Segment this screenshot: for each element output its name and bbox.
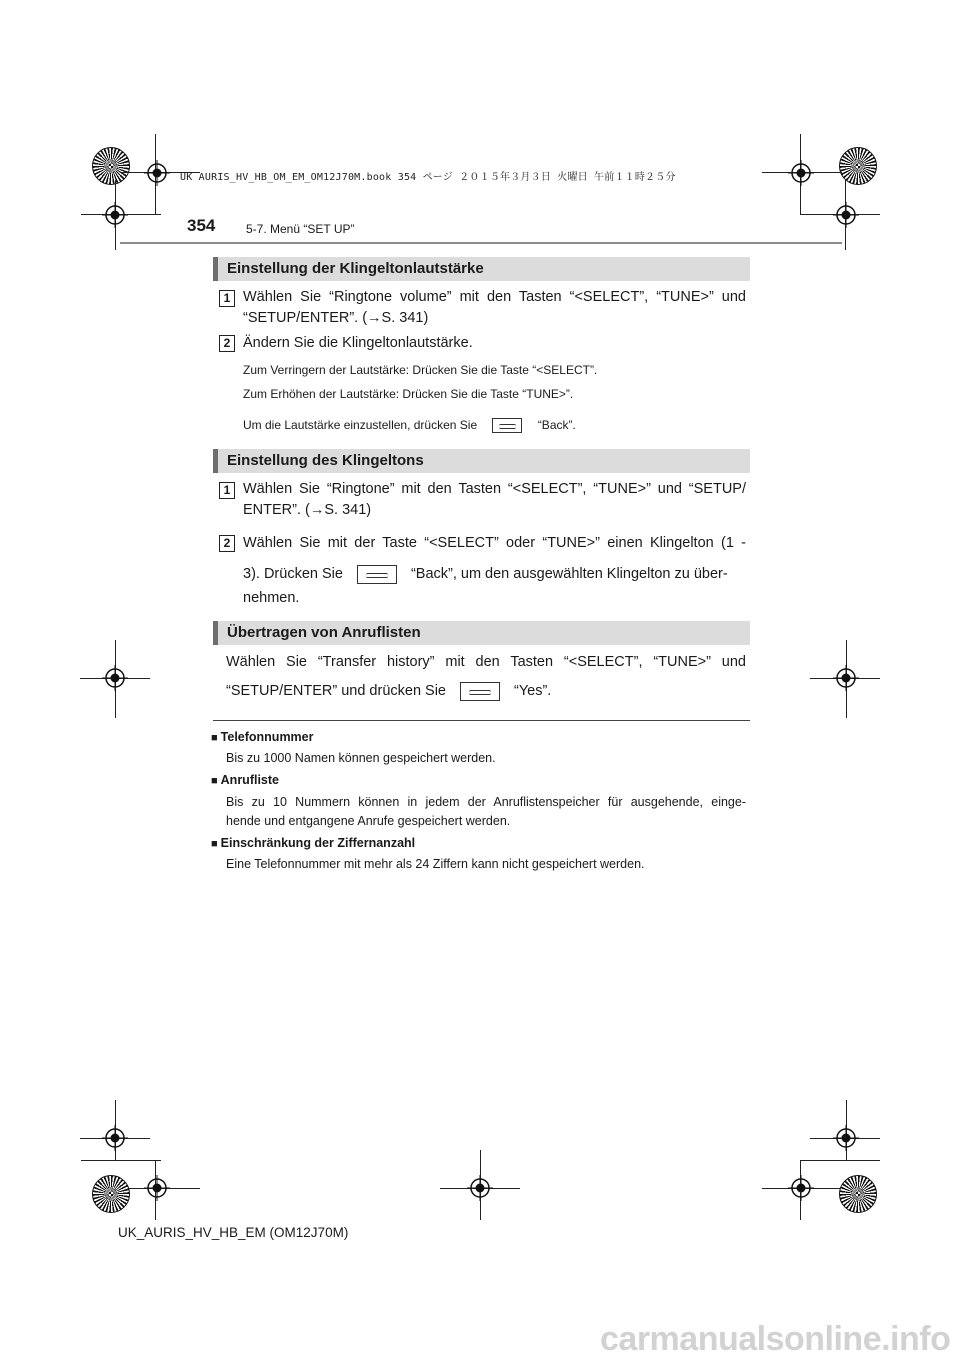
back-button-icon xyxy=(492,418,522,433)
registration-target-icon xyxy=(102,665,128,691)
note-body: Bis zu 10 Nummern können in jedem der Anruflistenspeicher für ausgehende, einge- xyxy=(226,795,746,809)
registration-wheel-icon xyxy=(839,1175,877,1213)
note-title-telefonnummer: ■ Telefonnummer xyxy=(211,730,314,744)
section-heading-transfer-history: Übertragen von Anruflisten xyxy=(213,621,750,645)
registration-target-icon xyxy=(833,202,859,228)
print-marker: UK AURIS_HV_HB_OM_EM_OM12J70M.book 354 ページ ２０１５年３月３日 火曜日 午前１１時２５分 xyxy=(180,172,676,183)
registration-target-icon xyxy=(102,202,128,228)
watermark: carmanualsonline.info xyxy=(600,1320,951,1358)
page-number: 354 xyxy=(187,216,216,235)
registration-target-icon xyxy=(833,1125,859,1151)
step-text: nehmen. xyxy=(243,590,300,606)
step-text: 3). Drücken Sie “Back”, um den ausgewählten Klingelton zu über- xyxy=(243,566,728,582)
registration-target-icon xyxy=(467,1175,493,1201)
sub-note: Zum Erhöhen der Lautstärke: Drücken Sie die Taste “TUNE>”. xyxy=(243,387,574,401)
note-body: hende und entgangene Anrufe gespeichert werden. xyxy=(226,814,511,828)
step-text: “SETUP/ENTER”. (→S. 341) xyxy=(243,310,429,326)
step-text: Ändern Sie die Klingeltonlautstärke. xyxy=(243,335,473,351)
registration-target-icon xyxy=(144,1175,170,1201)
registration-target-icon xyxy=(102,1125,128,1151)
note-title-ziffernanzahl: ■ Einschränkung der Ziffernanzahl xyxy=(211,836,415,850)
yes-button-icon xyxy=(460,682,500,701)
step-number: 2 xyxy=(219,535,235,552)
paragraph-text: Wählen Sie “Transfer history” mit den Tasten “<SELECT”, “TUNE>” und xyxy=(226,654,746,670)
back-note: Um die Lautstärke einzustellen, drücken Sie “Back”. xyxy=(243,418,576,432)
step-number: 2 xyxy=(219,335,235,352)
step-number: 1 xyxy=(219,482,235,499)
note-body: Eine Telefonnummer mit mehr als 24 Ziffern kann nicht gespeichert werden. xyxy=(226,857,645,871)
section-reference: 5-7. Menü “SET UP” xyxy=(246,222,355,236)
step-text: Wählen Sie “Ringtone volume” mit den Tasten “<SELECT”, “TUNE>” und xyxy=(243,289,746,305)
note-body: Bis zu 1000 Namen können gespeichert werden. xyxy=(226,751,496,765)
footer-model-code: UK_AURIS_HV_HB_EM (OM12J70M) xyxy=(118,1225,349,1240)
header-rule xyxy=(120,242,842,244)
registration-wheel-icon xyxy=(92,147,130,185)
sub-note: Zum Verringern der Lautstärke: Drücken Sie die Taste “<SELECT”. xyxy=(243,363,598,377)
step-number: 1 xyxy=(219,290,235,307)
registration-wheel-icon xyxy=(92,1175,130,1213)
notes-rule xyxy=(213,720,750,721)
paragraph-text: “SETUP/ENTER” und drücken Sie “Yes”. xyxy=(226,683,552,699)
registration-target-icon xyxy=(144,160,170,186)
step-text: Wählen Sie mit der Taste “<SELECT” oder “TUNE>” einen Klingelton (1 - xyxy=(243,535,746,551)
note-title-anrufliste: ■ Anrufliste xyxy=(211,773,279,787)
registration-target-icon xyxy=(833,665,859,691)
section-heading-ringtone-volume: Einstellung der Klingeltonlautstärke xyxy=(213,257,750,281)
section-heading-ringtone: Einstellung des Klingeltons xyxy=(213,449,750,473)
step-text: Wählen Sie “Ringtone” mit den Tasten “<SELECT”, “TUNE>” und “SETUP/ xyxy=(243,481,746,497)
registration-target-icon xyxy=(788,160,814,186)
back-button-icon xyxy=(357,565,397,584)
step-text: ENTER”. (→S. 341) xyxy=(243,502,372,518)
registration-target-icon xyxy=(788,1175,814,1201)
